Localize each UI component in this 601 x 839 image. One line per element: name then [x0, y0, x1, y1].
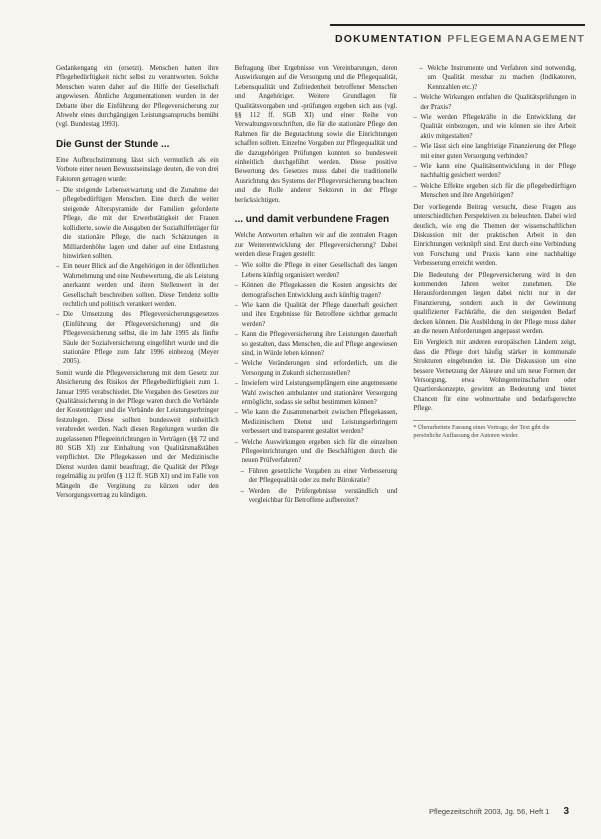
journal-reference: Pflegezeitschrift 2003, Jg. 56, Heft 1 — [428, 806, 550, 816]
list-item: – Welche Auswirkungen ergeben sich für die einzelnen Pflegeeinrichtungen und die Beschäftigten durch die neuen Prüfverfahren? — [235, 438, 398, 466]
paragraph: Befragung über Ergebnisse von Vereinbarungen, deren Auswirkungen auf die Versorgung und die Pflegequalität, Lebensqualität und Zufriedenheit betroffener Menschen und Angehöriger. Weitere Grundlagen für Qualitätsvorgaben und -prüfungen ergeben sich aus (vgl. §§ 112 ff. SGB XI) und einer Reihe von Verwaltungsvorschriften, die für die stationäre Pflege den Rahmen für die Begutachtung sowie die Einrichtungen schaffen sollten. Einzelne Vorgaben zur Pflegequalität und die dazugehörigen Prüfungen konnten so bundesweit einheitlich durchgeführt werden. Diese positive Bewertung des Gesetzes muss dabei die traditionelle Ausrichtung des Systems der Pflegeversicherung beachten und die Rolle anderer Sektoren in der Pflege berücksichtigen. — [234, 65, 398, 204]
list-item: – Wie werden Pflegekräfte in die Entwicklung der Qualität einbezogen, und wie können sie ihre Arbeit aktiv mitgestalten? — [413, 113, 576, 141]
header-topic: PFLEGEMANAGEMENT — [447, 33, 585, 45]
list-item: – Welche Effekte ergeben sich für die pflegebedürftigen Menschen und ihre Angehörigen? — [413, 182, 576, 201]
list-item: – Kann die Pflegeversicherung ihre Leistungen dauerhaft so gestalten, dass Menschen, die auf Pflege angewiesen sind, in Würde leben können? — [235, 330, 398, 358]
list-item: – Wie kann eine Qualitätsentwicklung in der Pflege nachhaltig gesichert werden? — [413, 162, 576, 181]
sub-list-item: – Führen gesetzliche Vorgaben zu einer Verbesserung der Pflegequalität oder zu mehr Bürokratie? — [235, 467, 398, 486]
header-section: DOKUMENTATION — [335, 33, 443, 45]
bullet-list — [56, 186, 219, 367]
question-list-continued — [413, 64, 576, 201]
text-columns — [56, 64, 576, 784]
paragraph: Ein Vergleich mit anderen europäischen Ländern zeigt, dass die Pflege dort häufig stärker in kommunale Strukturen eingebunden ist. Die Diskussion um eine bessere Vernetzung der Akteure und um neue Formen der Versorgung, etwa Wohngemeinschaften oder Quartierskonzepte, gewinnt an Bedeutung und bietet Chancen für eine wohnortnahe und bedarfsgerechte Pflege. — [413, 339, 577, 413]
page-header — [330, 24, 585, 50]
column-1 — [56, 64, 219, 784]
sub-list-item: – Werden die Prüfergebnisse verständlich und vergleichbar für Betroffene aufbereitet? — [235, 487, 398, 506]
list-item: – Wie lässt sich eine langfristige Finanzierung der Pflege mit einer guten Versorgung verbinden? — [413, 142, 576, 161]
list-item: – Die Umsetzung des Pflegeversicherungsgesetzes (Einführung der Pflegeversicherung) und die Pflegeversicherung selbst, die im Jahr 1995 als fünfte Säule der Sozialversicherung eingeführt wurde und die stationäre Pflege zum Jahr 1996 einbezog (Meyer 2005). — [56, 310, 219, 366]
list-item: – Ein neuer Blick auf die Angehörigen in der öffentlichen Wahrnehmung und eine Neubewertung, die als Leistung anerkannt werden und ihren Stellenwert in der Gesellschaft beschreiben sollten. Diese Tendenz sollte rechtlich und politisch verankert werden. — [56, 262, 219, 309]
list-item: – Wie kann die Qualität der Pflege dauerhaft gesichert und ihre Ergebnisse für Betroffene sichtbar gemacht werden? — [235, 301, 398, 329]
column-2 — [235, 64, 398, 784]
page-number: 3 — [563, 805, 569, 817]
column-3 — [413, 64, 576, 784]
paragraph: Eine Aufbruchstimmung lässt sich vermutlich als ein Vorbote einer neuen Bewusstseinslage deuten, die von drei Faktoren getragen wurde: — [56, 156, 219, 183]
list-item: – Können die Pflegekassen die Kosten angesichts der demografischen Entwicklung auch künftig tragen? — [235, 281, 398, 300]
paragraph: Welche Antworten erhalten wir auf die zentralen Fragen zur Weiterentwicklung der Pflegeversicherung? Dabei werden diese Fragen gestellt: — [234, 232, 398, 258]
paragraph: Die Bedeutung der Pflegeversicherung wird in den kommenden Jahren weiter zunehmen. Die Herausforderungen liegen dabei nicht nur in der Finanzierung, sondern auch in der Gewinnung qualifizierter Fachkräfte, die den steigenden Bedarf decken können. Die Ausbildung in der Pflege muss daher an die neuen Anforderungen angepasst werden. — [413, 271, 577, 335]
list-item: – Inwiefern wird Leistungsempfängern eine angemessene Wahl zwischen ambulanter und stationärer Versorgung ermöglicht, sodass sie selbst bestimmen können? — [235, 379, 398, 407]
section-heading-gunst: Die Gunst der Stunde ... — [56, 138, 170, 150]
page-footer — [429, 804, 569, 818]
footnote: * Überarbeitete Fassung eines Vortrags; der Text gibt die persönliche Auffassung der Autoren wieder. — [413, 420, 576, 440]
section-heading-fragen: ... und damit verbundene Fragen — [234, 214, 390, 226]
list-item: – Die steigende Lebenserwartung und die Zunahme der pflegebedürftigen Menschen. Eine durch die weiter steigende Alterspyramide der Familien geforderte Pflege, die mit der Erwerbstätigkeit der Frauen kollidierte, sowie die Ausgaben der Sozialhilfeträger für die stationäre Pflege, die nach Schätzungen in Milliardenhöhe lagen und daher auf eine Entlastung hinwirken sollten. — [56, 186, 219, 261]
list-item: – Wie kann die Zusammenarbeit zwischen Pflegekassen, Medizinischem Dienst und Leistungserbringern verbessert und transparent gestaltet werden? — [235, 408, 398, 436]
paragraph: Somit wurde die Pflegeversicherung mit dem Gesetz zur Absicherung des Risikos der Pflegebedürftigkeit zum 1. Januar 1995 verabschiedet. Die Vorgaben des Gesetzes zur Qualitätssicherung in der Pflege waren durch die Verbände der Kostenträger und die Verbände der Leistungserbringer festzulegen. Diese sollten bundesweit einheitlich verabredet werden. Nach diesen Regelungen wurden die zugelassenen Pflegeeinrichtungen in Verträgen (§§ 72 und 80 SGB XI) zur Einhaltung von Qualitätsmaßstäben verpflichtet. Die Pflegekassen und der Medizinische Dienst wurden damit beauftragt, die Qualität der Pflege regelmäßig zu prüfen (§ 112 ff. SGB XI) und im Falle von Mängeln die Vergütung zu kürzen oder den Versorgungsvertrag zu kündigen. — [56, 369, 219, 500]
paragraph: Der vorliegende Beitrag versucht, diese Fragen aus unterschiedlichen Perspektiven zu beleuchten. Dabei wird deutlich, wie eng die Themen der wissenschaftlichen Diskussion mit der praktischen Arbeit in den Einrichtungen verknüpft sind. Erst durch eine Verbindung von Forschung und Praxis kann eine nachhaltige Verbesserung erreicht werden. — [413, 203, 577, 268]
question-list — [235, 261, 398, 505]
list-item: – Wie sollte die Pflege in einer Gesellschaft des langen Lebens künftig organisiert werden? — [235, 261, 398, 280]
list-item: – Welche Veränderungen sind erforderlich, um die Versorgung in Zukunft sicherzustellen? — [235, 359, 398, 378]
sub-list-item: – Welche Instrumente und Verfahren sind notwendig, um Qualität messbar zu machen (Indikatoren, Kennzahlen etc.)? — [413, 64, 576, 92]
paragraph: Gedankengang ein (ersetzt). Menschen hatten ihre Pflegebedürftigkeit nicht selbst zu verantworten. Solche Menschen waren daher auf die Hilfe der Gesellschaft angewiesen. Ähnliche Argumentationen wurden in der Debatte über die Einführung der Pflegeversicherung zur Abwehr eines durchgängigen Leistungsanspruchs bemüht (vgl. Bundestag 1993). — [56, 65, 219, 129]
list-item: – Welche Wirkungen entfalten die Qualitätsprüfungen in der Praxis? — [413, 93, 576, 112]
